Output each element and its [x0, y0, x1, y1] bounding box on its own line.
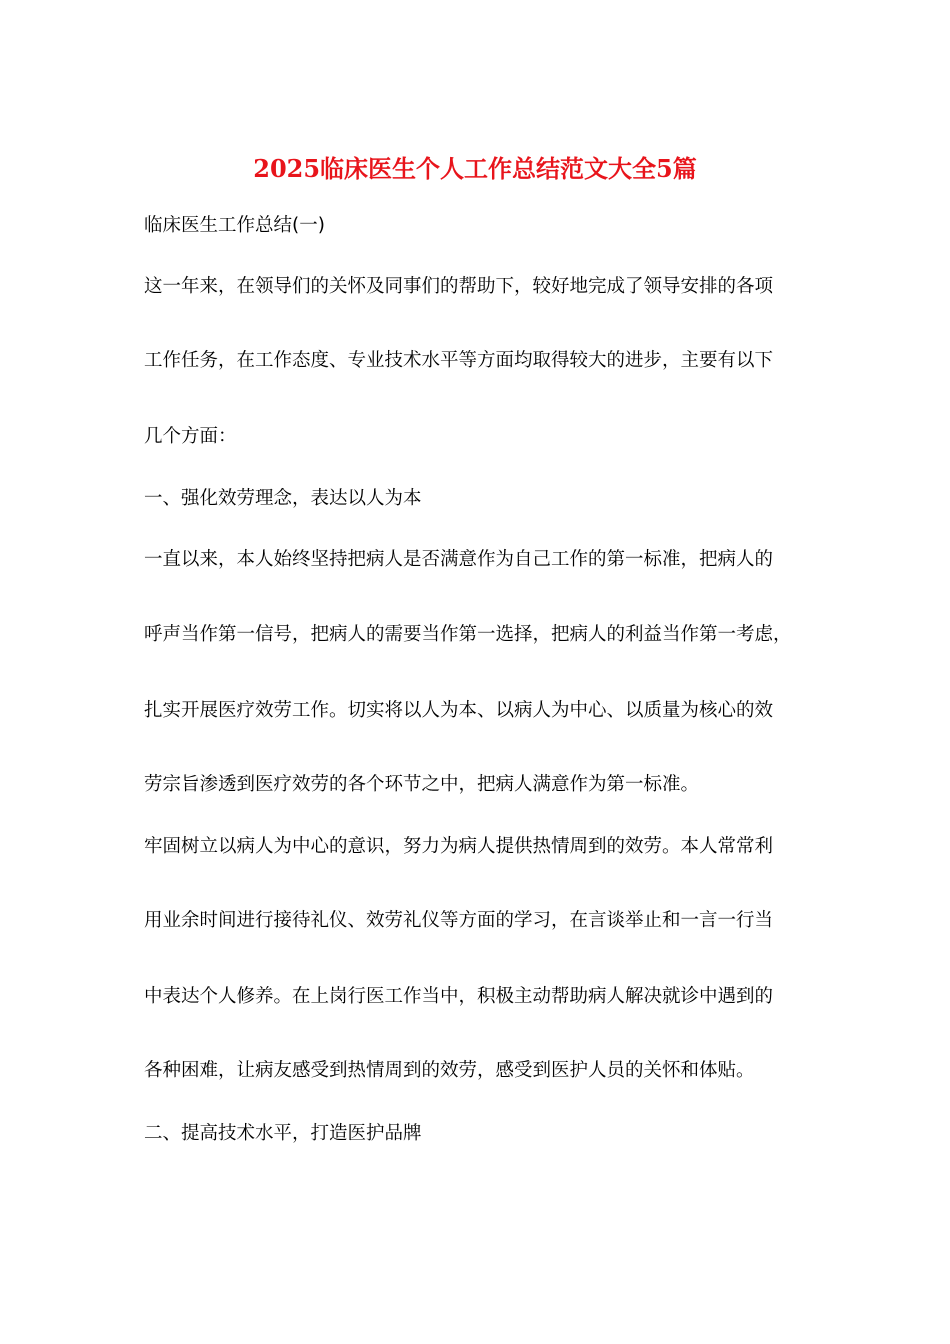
paragraph-line: 用业余时间进行接待礼仪、效劳礼仪等方面的学习，在言谈举止和一言一行当 — [144, 910, 774, 931]
paragraph-line: 中表达个人修养。在上岗行医工作当中，积极主动帮助病人解决就诊中遇到的 — [144, 986, 774, 1007]
document-title: 2025临床医生个人工作总结范文大全5篇 — [253, 154, 697, 183]
paragraph-line: 牢固树立以病人为中心的意识，努力为病人提供热情周到的效劳。本人常常利 — [144, 836, 774, 857]
paragraph-line: 呼声当作第一信号，把病人的需要当作第一选择，把病人的利益当作第一考虑， — [144, 624, 792, 645]
section-heading: 临床医生工作总结(一) — [144, 215, 325, 236]
subsection-heading: 一、强化效劳理念，表达以人为本 — [144, 488, 422, 509]
paragraph-line: 一直以来，本人始终坚持把病人是否满意作为自己工作的第一标准，把病人的 — [144, 549, 774, 570]
paragraph-line: 各种困难，让病友感受到热情周到的效劳，感受到医护人员的关怀和体贴。 — [144, 1060, 755, 1081]
subsection-heading: 二、提高技术水平，打造医护品牌 — [144, 1123, 422, 1144]
paragraph-line: 这一年来，在领导们的关怀及同事们的帮助下，较好地完成了领导安排的各项 — [144, 276, 774, 297]
paragraph-line: 扎实开展医疗效劳工作。切实将以人为本、以病人为中心、以质量为核心的效 — [144, 700, 774, 721]
paragraph-line: 几个方面： — [144, 426, 237, 447]
paragraph-line: 工作任务，在工作态度、专业技术水平等方面均取得较大的进步，主要有以下 — [144, 350, 774, 371]
paragraph-line: 劳宗旨渗透到医疗效劳的各个环节之中，把病人满意作为第一标准。 — [144, 774, 700, 795]
